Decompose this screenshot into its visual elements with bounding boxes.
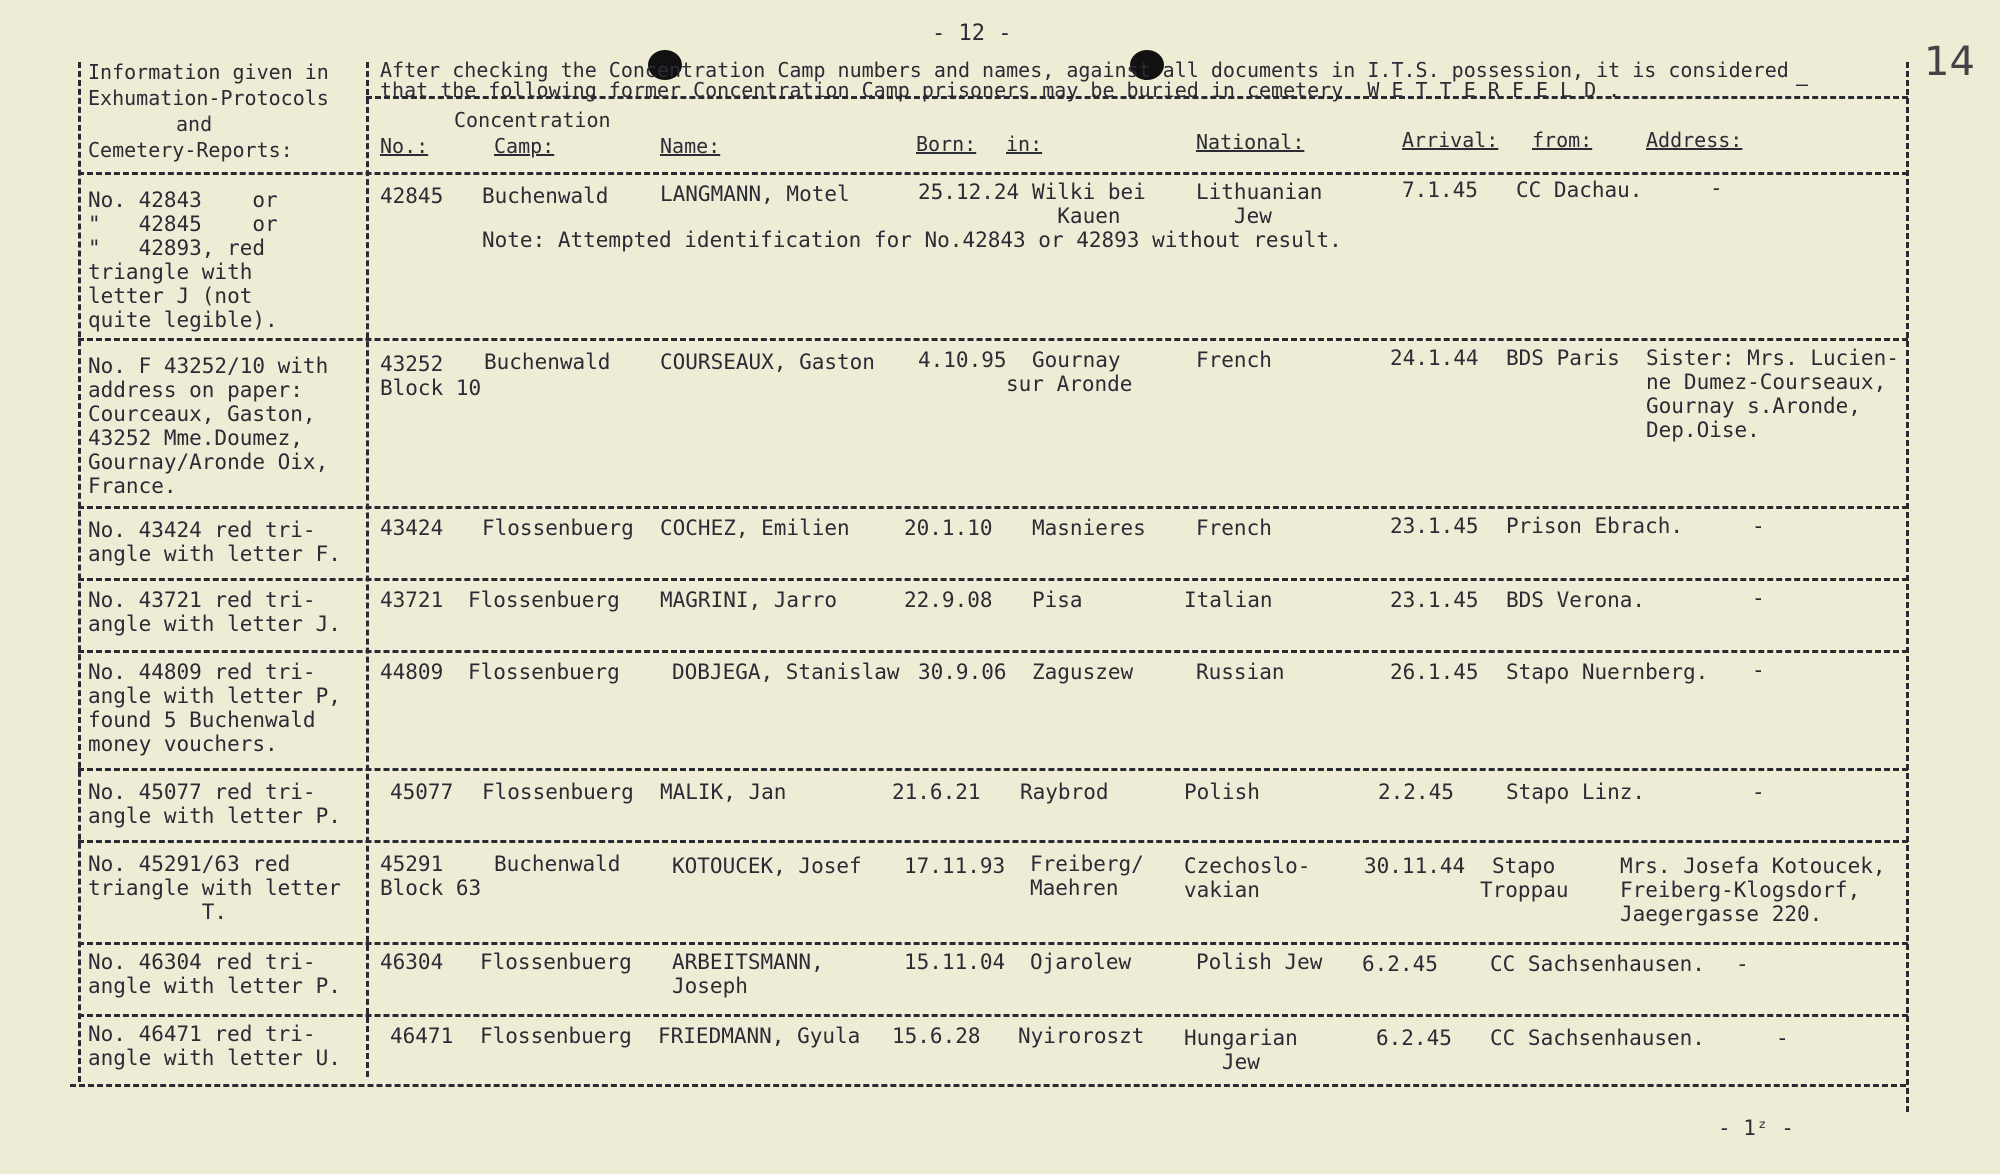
row-in: Pisa: [1032, 588, 1083, 612]
row-address: Sister: Mrs. Lucien-: [1646, 346, 1899, 370]
header-info-line: Information given in: [88, 60, 329, 84]
row-no: 45291: [380, 852, 444, 876]
row-name: KOTOUCEK, Josef: [672, 854, 862, 878]
row-no: 42845: [380, 184, 444, 208]
row-note: Note: Attempted identification for No.42843 or 42893 without result.: [482, 228, 1342, 252]
intro-dash: —: [1796, 72, 1809, 96]
row-info: letter J (not: [88, 284, 253, 308]
sheet-number: 14: [1924, 39, 1975, 85]
row-in: Gournay: [1032, 348, 1121, 372]
row-info: No. 43721 red tri-: [88, 588, 316, 612]
row-national: Lithuanian: [1196, 180, 1323, 204]
row-no: 43252: [380, 352, 444, 376]
row-info: angle with letter F.: [88, 542, 341, 566]
row-from: Stapo: [1492, 854, 1556, 878]
row-national: Jew: [1196, 204, 1272, 228]
row-in: Nyiroroszt: [1018, 1024, 1145, 1048]
row-info: France.: [88, 474, 177, 498]
row-info: found 5 Buchenwald: [88, 708, 316, 732]
row-in: Ojarolew: [1030, 950, 1132, 974]
row-born: 30.9.06: [918, 660, 1007, 684]
row-arrival: 23.1.45: [1390, 588, 1479, 612]
col-header-from: from:: [1532, 128, 1593, 152]
row-born: 15.11.04: [904, 950, 1006, 974]
row-block: Block 63: [380, 876, 482, 900]
row-info: No. 42843 or: [88, 188, 278, 212]
row-camp: Flossenbuerg: [482, 780, 634, 804]
row-born: 25.12.24: [918, 180, 1020, 204]
row-no: 45077: [390, 780, 454, 804]
row-camp: Buchenwald: [482, 184, 609, 208]
row-national: French: [1196, 516, 1272, 540]
row-info: No. 45077 red tri-: [88, 780, 316, 804]
col-header-arrival: Arrival:: [1402, 128, 1499, 152]
row-camp: Flossenbuerg: [480, 950, 632, 974]
page-number: - 12 -: [932, 21, 1012, 46]
table-border-right: [1906, 62, 1909, 1112]
row-block: Block 10: [380, 376, 482, 400]
header-info-line: Exhumation-Protocols: [88, 86, 329, 110]
row-camp: Flossenbuerg: [468, 588, 620, 612]
row-arrival: 24.1.44: [1390, 346, 1479, 370]
row-info: angle with letter J.: [88, 612, 341, 636]
row-arrival: 26.1.45: [1390, 660, 1479, 684]
row-national: Polish Jew: [1196, 950, 1323, 974]
row-camp: Flossenbuerg: [482, 516, 634, 540]
table-border-bottom: [70, 1084, 1906, 1087]
row-info: No. 46471 red tri-: [88, 1022, 316, 1046]
row-in: Kauen: [1032, 204, 1121, 228]
row-national: Italian: [1184, 588, 1273, 612]
row-info: " 42845 or: [88, 212, 278, 236]
row-address: Mrs. Josefa Kotoucek,: [1620, 854, 1886, 878]
row-info: No. 46304 red tri-: [88, 950, 316, 974]
row-info: 43252 Mme.Doumez,: [88, 426, 303, 450]
row-address: -: [1752, 586, 1765, 610]
row-name: MAGRINI, Jarro: [660, 588, 838, 612]
row-info: No. F 43252/10 with: [88, 354, 329, 378]
row-from: Troppau: [1480, 878, 1569, 902]
row-info: money vouchers.: [88, 732, 278, 756]
row-camp: Flossenbuerg: [468, 660, 620, 684]
row-in: sur Aronde: [1006, 372, 1133, 396]
header-divider: [78, 172, 1908, 175]
footer-mark: - 1ᶻ -: [1718, 1116, 1794, 1140]
row-address: -: [1736, 952, 1749, 976]
row-info: angle with letter P.: [88, 974, 341, 998]
row-no: 43424: [380, 516, 444, 540]
row-arrival: 30.11.44: [1364, 854, 1466, 878]
table-border-left: [78, 62, 81, 1082]
intro-line: that the following former Concentration Camp prisoners may be buried in cemetery W E T T E R F E L D .: [380, 78, 1621, 102]
row-divider: [78, 506, 1908, 509]
row-born: 17.11.93: [904, 854, 1006, 878]
row-arrival: 2.2.45: [1378, 780, 1454, 804]
row-address: -: [1752, 658, 1765, 682]
row-no: 46304: [380, 950, 444, 974]
row-in: Freiberg/: [1030, 852, 1144, 876]
row-divider: [78, 942, 1908, 945]
row-no: 44809: [380, 660, 444, 684]
row-address: Jaegergasse 220.: [1620, 902, 1823, 926]
row-born: 15.6.28: [892, 1024, 981, 1048]
row-name: DOBJEGA, Stanislaw: [672, 660, 900, 684]
row-from: Stapo Nuernberg.: [1506, 660, 1709, 684]
row-divider: [78, 840, 1908, 843]
row-in: Maehren: [1030, 876, 1119, 900]
row-from: CC Sachsenhausen.: [1490, 1026, 1705, 1050]
row-arrival: 6.2.45: [1362, 952, 1438, 976]
row-address: -: [1776, 1026, 1789, 1050]
row-name: COCHEZ, Emilien: [660, 516, 850, 540]
row-camp: Flossenbuerg: [480, 1024, 632, 1048]
row-address: -: [1752, 514, 1765, 538]
row-address: -: [1710, 176, 1723, 200]
row-national: vakian: [1184, 878, 1260, 902]
row-info: No. 45291/63 red: [88, 852, 291, 876]
row-name: COURSEAUX, Gaston: [660, 350, 875, 374]
header-info-line: and: [176, 112, 213, 136]
row-info: angle with letter P,: [88, 684, 341, 708]
col-header-address: Address:: [1646, 128, 1743, 152]
col-header-camp-top: Concentration: [454, 108, 611, 132]
row-in: Wilki bei: [1032, 180, 1146, 204]
row-divider: [78, 578, 1908, 581]
row-from: Prison Ebrach.: [1506, 514, 1684, 538]
intro-line: After checking the Concentration Camp numbers and names, against all documents in I.T.S. possession, it is considered: [380, 58, 1789, 82]
row-arrival: 6.2.45: [1376, 1026, 1452, 1050]
row-address: Gournay s.Aronde,: [1646, 394, 1861, 418]
row-from: BDS Paris: [1506, 346, 1620, 370]
row-camp: Buchenwald: [484, 350, 611, 374]
row-info: " 42893, red: [88, 236, 266, 260]
row-info: address on paper:: [88, 378, 303, 402]
row-name: ARBEITSMANN,: [672, 950, 824, 974]
row-arrival: 7.1.45: [1402, 178, 1478, 202]
col-header-born: Born:: [916, 132, 977, 156]
row-national: Czechoslo-: [1184, 854, 1311, 878]
header-info-line: Cemetery-Reports:: [88, 138, 293, 162]
col-header-national: National:: [1196, 130, 1305, 154]
row-info: Gournay/Aronde Oix,: [88, 450, 329, 474]
row-divider: [78, 650, 1908, 653]
row-divider: [78, 1014, 1908, 1017]
row-from: BDS Verona.: [1506, 588, 1646, 612]
row-born: 4.10.95: [918, 348, 1007, 372]
row-info: triangle with: [88, 260, 253, 284]
col-header-camp: Camp:: [494, 134, 555, 158]
row-info: triangle with letter: [88, 876, 341, 900]
row-name: LANGMANN, Motel: [660, 182, 850, 206]
row-national: Jew: [1184, 1050, 1260, 1074]
row-info: Courceaux, Gaston,: [88, 402, 316, 426]
row-from: Stapo Linz.: [1506, 780, 1646, 804]
row-address: Freiberg-Klogsdorf,: [1620, 878, 1861, 902]
row-info: angle with letter P.: [88, 804, 341, 828]
row-born: 20.1.10: [904, 516, 993, 540]
row-from: CC Dachau.: [1516, 178, 1643, 202]
row-in: Zaguszew: [1032, 660, 1134, 684]
row-national: Russian: [1196, 660, 1285, 684]
row-national: French: [1196, 348, 1272, 372]
row-info: No. 43424 red tri-: [88, 518, 316, 542]
column-divider: [366, 62, 369, 1077]
row-national: Polish: [1184, 780, 1260, 804]
row-info: quite legible).: [88, 308, 278, 332]
row-divider: [78, 338, 1908, 341]
row-no: 43721: [380, 588, 444, 612]
row-info: T.: [88, 900, 228, 924]
row-info: No. 44809 red tri-: [88, 660, 316, 684]
row-address: -: [1752, 780, 1765, 804]
row-arrival: 23.1.45: [1390, 514, 1479, 538]
row-in: Raybrod: [1020, 780, 1109, 804]
col-header-in: in:: [1006, 132, 1043, 156]
row-name: FRIEDMANN, Gyula: [658, 1024, 861, 1048]
row-address: ne Dumez-Courseaux,: [1646, 370, 1887, 394]
row-divider: [78, 768, 1908, 771]
row-info: angle with letter U.: [88, 1046, 341, 1070]
row-camp: Buchenwald: [494, 852, 621, 876]
row-in: Masnieres: [1032, 516, 1146, 540]
row-from: CC Sachsenhausen.: [1490, 952, 1705, 976]
col-header-name: Name:: [660, 134, 721, 158]
row-name: MALIK, Jan: [660, 780, 787, 804]
row-national: Hungarian: [1184, 1026, 1298, 1050]
row-name-cont: Joseph: [672, 974, 748, 998]
row-born: 21.6.21: [892, 780, 981, 804]
col-header-no: No.:: [380, 134, 429, 158]
row-address: Dep.Oise.: [1646, 418, 1760, 442]
row-born: 22.9.08: [904, 588, 993, 612]
row-no: 46471: [390, 1024, 454, 1048]
